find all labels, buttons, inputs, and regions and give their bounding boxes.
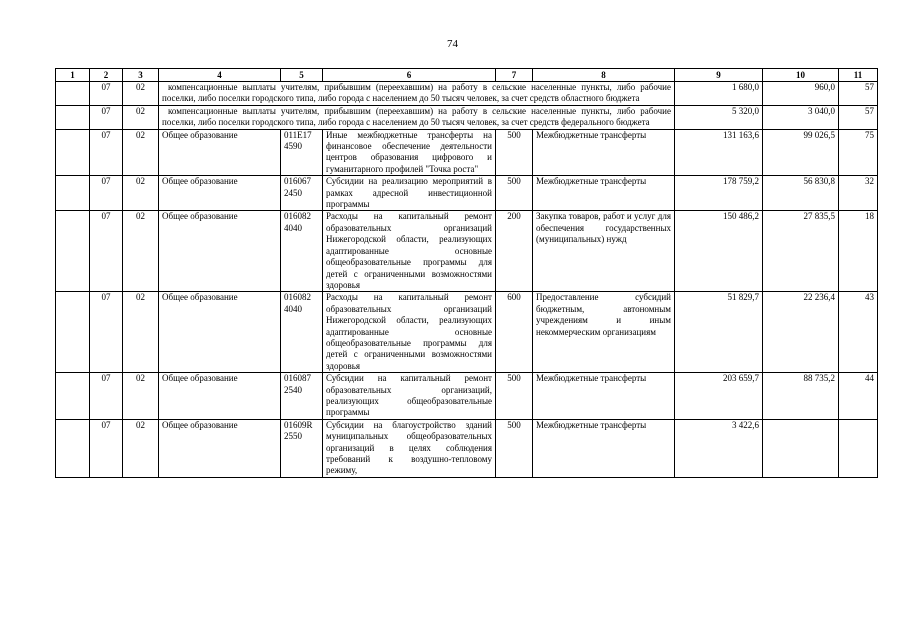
cell-amount: 178 759,2 — [675, 176, 763, 211]
cell-percent: 43 — [839, 292, 878, 373]
cell-amount-executed: 960,0 — [763, 82, 839, 106]
column-header: 10 — [763, 69, 839, 82]
cell-expense-type-name: Межбюджетные трансферты — [533, 129, 675, 176]
cell-expense-name: Расходы на капитальный ремонт образовательных организаций Нижегородской области, реализующих адаптированные основные общеобразовательные программы для детей с ограниченными возможностями здоровья — [323, 211, 496, 292]
cell-section: 07 — [90, 292, 123, 373]
cell-percent: 32 — [839, 176, 878, 211]
cell-expense-type-name: Межбюджетные трансферты — [533, 176, 675, 211]
column-header: 7 — [496, 69, 533, 82]
table-row — [56, 211, 878, 292]
cell-section: 07 — [90, 105, 123, 129]
header-row — [56, 69, 878, 82]
column-header: 1 — [56, 69, 90, 82]
column-header: 8 — [533, 69, 675, 82]
cell-subsection: 02 — [123, 373, 159, 420]
cell-expense-type: 500 — [496, 373, 533, 420]
cell-target-code: 016082 4040 — [281, 292, 323, 373]
cell-percent: 44 — [839, 373, 878, 420]
cell-subsection: 02 — [123, 129, 159, 176]
cell-subsection: 02 — [123, 82, 159, 106]
cell-col1 — [56, 105, 90, 129]
cell-percent: 57 — [839, 82, 878, 106]
page-number: 74 — [447, 38, 458, 50]
cell-amount: 51 829,7 — [675, 292, 763, 373]
column-header: 9 — [675, 69, 763, 82]
cell-percent: 57 — [839, 105, 878, 129]
cell-expense-name: Субсидии на благоустройство зданий муниципальных общеобразовательных организаций в целях соблюдения требований к воздушно-тепловому режиму, — [323, 419, 496, 477]
cell-percent: 75 — [839, 129, 878, 176]
cell-target-code: 01609R 2550 — [281, 419, 323, 477]
budget-table — [55, 68, 878, 478]
cell-amount-executed: 56 830,8 — [763, 176, 839, 211]
cell-col1 — [56, 419, 90, 477]
cell-section: 07 — [90, 419, 123, 477]
cell-amount-executed: 3 040,0 — [763, 105, 839, 129]
cell-amount: 1 680,0 — [675, 82, 763, 106]
cell-col1 — [56, 373, 90, 420]
cell-amount: 203 659,7 — [675, 373, 763, 420]
cell-amount-executed — [763, 419, 839, 477]
column-header: 4 — [159, 69, 281, 82]
cell-amount-executed: 22 236,4 — [763, 292, 839, 373]
cell-target-code: 016082 4040 — [281, 211, 323, 292]
cell-amount: 5 320,0 — [675, 105, 763, 129]
cell-section-name: Общее образование — [159, 176, 281, 211]
column-header: 6 — [323, 69, 496, 82]
table-row — [56, 176, 878, 211]
cell-section-name: Общее образование — [159, 419, 281, 477]
cell-amount: 131 163,6 — [675, 129, 763, 176]
cell-subsection: 02 — [123, 105, 159, 129]
cell-section-name: Общее образование — [159, 292, 281, 373]
cell-target-code: 016087 2540 — [281, 373, 323, 420]
cell-target-code: 016067 2450 — [281, 176, 323, 211]
cell-expense-type-name: Предоставление субсидий бюджетным, автономным учреждениям и иным некоммерческим организациям — [533, 292, 675, 373]
column-header: 3 — [123, 69, 159, 82]
cell-section: 07 — [90, 82, 123, 106]
table-row — [56, 129, 878, 176]
cell-expense-name: Субсидии на реализацию мероприятий в рамках адресной инвестиционной программы — [323, 176, 496, 211]
table-row — [56, 419, 878, 477]
cell-amount-executed: 27 835,5 — [763, 211, 839, 292]
cell-subsection: 02 — [123, 211, 159, 292]
cell-col1 — [56, 82, 90, 106]
cell-section-name: Общее образование — [159, 211, 281, 292]
cell-section: 07 — [90, 129, 123, 176]
cell-expense-type: 200 — [496, 211, 533, 292]
cell-percent: 18 — [839, 211, 878, 292]
cell-section: 07 — [90, 176, 123, 211]
cell-amount: 3 422,6 — [675, 419, 763, 477]
column-header: 2 — [90, 69, 123, 82]
cell-amount: 150 486,2 — [675, 211, 763, 292]
cell-subsection: 02 — [123, 176, 159, 211]
cell-expense-name: Расходы на капитальный ремонт образовательных организаций Нижегородской области, реализующих адаптированные основные общеобразовательные программы для детей с ограниченными возможностями здоровья — [323, 292, 496, 373]
cell-expense-name: Иные межбюджетные трансферты на финансовое обеспечение деятельности центров образования цифрового и гуманитарного профилей "Точка роста" — [323, 129, 496, 176]
cell-amount-executed: 88 735,2 — [763, 373, 839, 420]
column-header: 11 — [839, 69, 878, 82]
cell-expense-name: Субсидии на капитальный ремонт образовательных организаций, реализующих общеобразовательные программы — [323, 373, 496, 420]
cell-col1 — [56, 292, 90, 373]
cell-target-code: 011E17 4590 — [281, 129, 323, 176]
cell-percent — [839, 419, 878, 477]
cell-expense-type: 600 — [496, 292, 533, 373]
cell-expense-type-name: Межбюджетные трансферты — [533, 419, 675, 477]
cell-expense-type: 500 — [496, 419, 533, 477]
cell-expense-type: 500 — [496, 129, 533, 176]
cell-expense-type-name: Закупка товаров, работ и услуг для обеспечения государственных (муниципальных) нужд — [533, 211, 675, 292]
cell-col1 — [56, 211, 90, 292]
table-row — [56, 292, 878, 373]
table-row — [56, 373, 878, 420]
cell-section: 07 — [90, 211, 123, 292]
cell-merged-description: компенсационные выплаты учителям, прибывшим (переехавшим) на работу в сельские населенные пункты, либо рабочие поселки, либо поселки городского типа, либо города с населением до 50 тысяч человек, за счет средств федерального бюджета — [159, 105, 675, 129]
cell-expense-type-name: Межбюджетные трансферты — [533, 373, 675, 420]
cell-section-name: Общее образование — [159, 373, 281, 420]
table-row — [56, 82, 878, 106]
cell-col1 — [56, 129, 90, 176]
cell-section: 07 — [90, 373, 123, 420]
cell-subsection: 02 — [123, 419, 159, 477]
table-row — [56, 105, 878, 129]
cell-subsection: 02 — [123, 292, 159, 373]
cell-amount-executed: 99 026,5 — [763, 129, 839, 176]
column-header: 5 — [281, 69, 323, 82]
cell-merged-description: компенсационные выплаты учителям, прибывшим (переехавшим) на работу в сельские населенные пункты, либо рабочие поселки, либо поселки городского типа, либо города с населением до 50 тысяч человек, за счет средств областного бюджета — [159, 82, 675, 106]
cell-section-name: Общее образование — [159, 129, 281, 176]
cell-col1 — [56, 176, 90, 211]
cell-expense-type: 500 — [496, 176, 533, 211]
